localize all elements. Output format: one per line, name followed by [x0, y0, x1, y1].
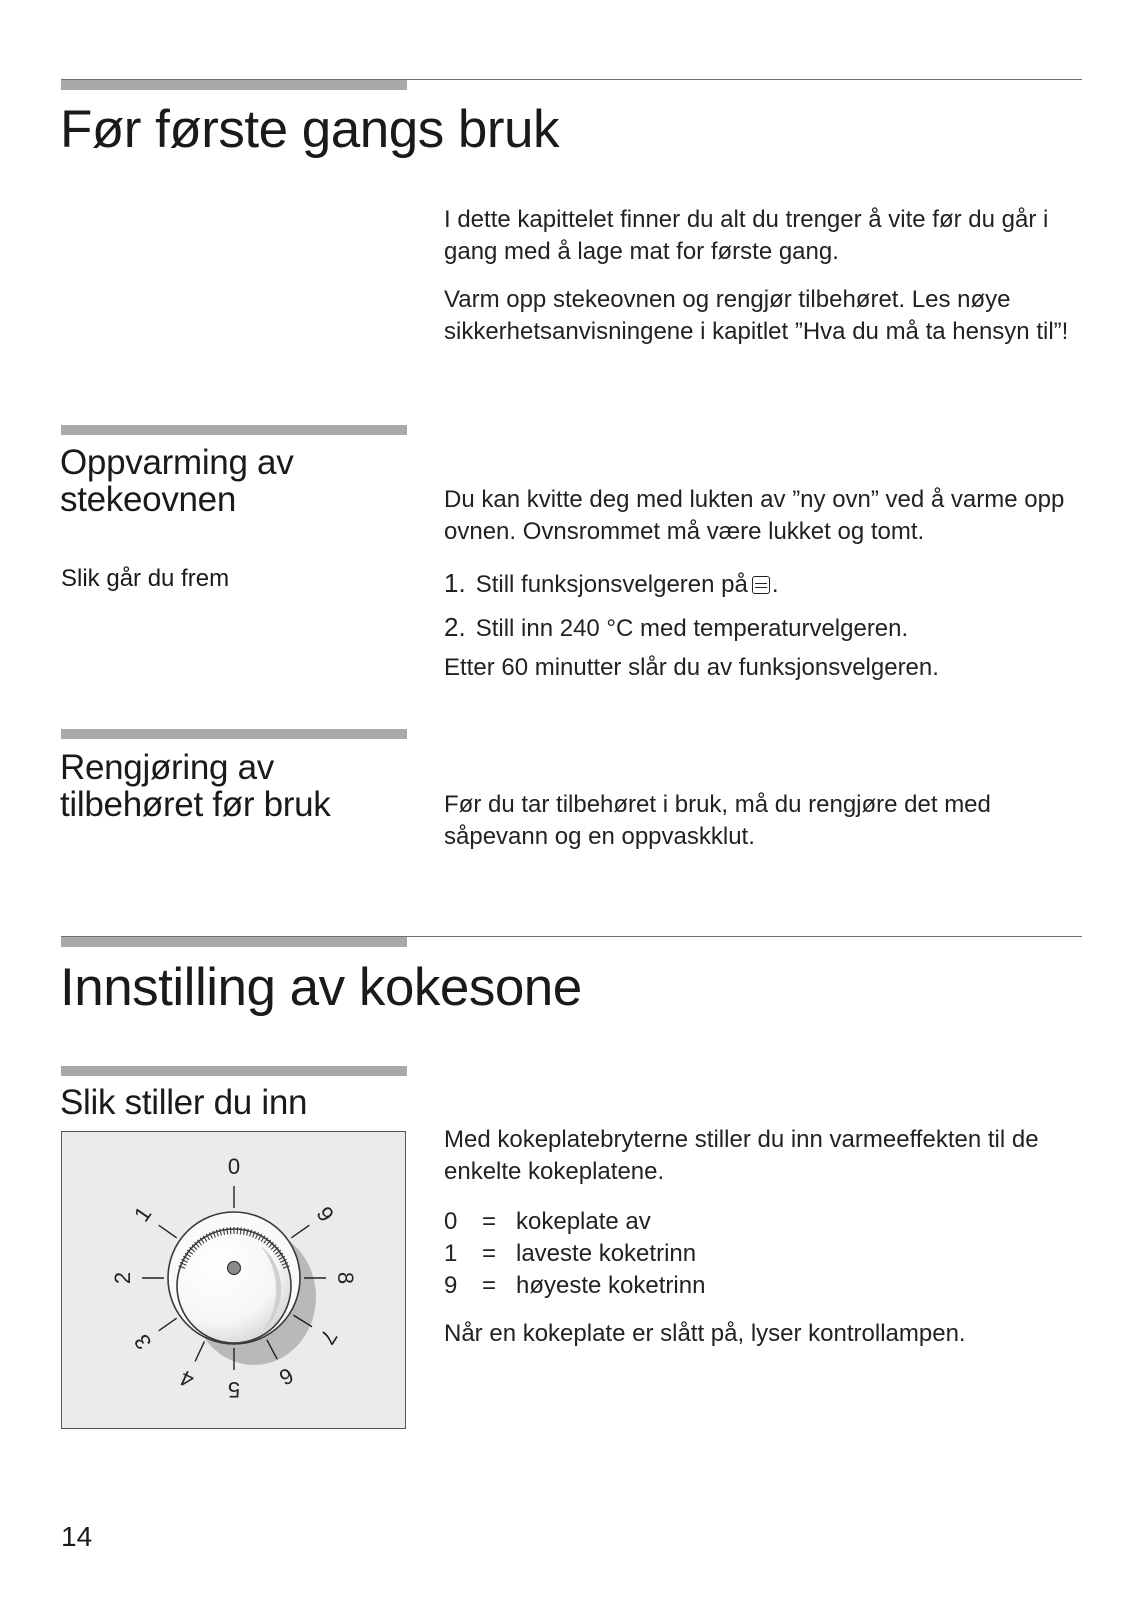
- step-number: 2.: [444, 612, 466, 642]
- subsection-heading: Slik stiller du inn: [60, 1083, 308, 1122]
- legend-key: 1: [444, 1240, 458, 1267]
- dial-label-4: 4: [176, 1365, 198, 1393]
- legend-desc: laveste koketrinn: [516, 1240, 697, 1267]
- legend-row: [444, 1271, 705, 1301]
- legend-desc: høyeste koketrinn: [516, 1272, 706, 1299]
- hob-dial-illustration: [62, 1132, 404, 1427]
- legend-eq: =: [482, 1208, 497, 1235]
- section-title: Innstilling av kokesone: [60, 958, 582, 1017]
- intro-paragraph: Varm opp stekeovnen og rengjør tilbehøret. Les nøye sikkerhetsanvisningene i kapitlet ”Hva du må ta hensyn til”!: [444, 286, 1069, 345]
- intro-paragraph: I dette kapittelet finner du alt du trenger å vite før du går i gang med å lage mat for første gang.: [444, 206, 1049, 265]
- procedure-label: Slik går du frem: [61, 565, 230, 592]
- subsection-bar: [61, 425, 407, 435]
- subsection-bar: [61, 1066, 407, 1076]
- legend-desc: kokeplate av: [516, 1208, 651, 1235]
- knob-indicator-dot: [228, 1262, 241, 1275]
- hob-text: Med kokeplatebryterne stiller du inn varmeeffekten til de enkelte kokeplatene.: [444, 1126, 1039, 1185]
- dial-leader-4: [195, 1341, 204, 1361]
- step-text-end: .: [771, 571, 779, 598]
- dial-label-1: 1: [128, 1201, 157, 1227]
- page-title: Før første gangs bruk: [60, 100, 560, 159]
- dial-label-2: 2: [110, 1271, 135, 1285]
- subsection-bar: [61, 729, 407, 739]
- legend-row: [444, 1239, 696, 1269]
- section-bar-top: [61, 80, 407, 90]
- dial-leader-9: [291, 1225, 309, 1238]
- heating-text: Du kan kvitte deg med lukten av ”ny ovn” ved å varme opp ovnen. Ovnsrommet må være lukket og tomt.: [444, 486, 1065, 545]
- step-number: 1.: [444, 568, 466, 598]
- dial-leader-1: [159, 1225, 177, 1238]
- indicator-note: Når en kokeplate er slått på, lyser kontrollampen.: [444, 1320, 966, 1347]
- subsection-heading: Rengjøring av tilbehøret før bruk: [60, 748, 331, 824]
- dial-label-7: 7: [314, 1325, 343, 1349]
- step-note: Etter 60 minutter slår du av funksjonsvelgeren.: [444, 654, 939, 681]
- step-1: [444, 568, 779, 600]
- step-text: Still inn 240 °C med temperaturvelgeren.: [475, 615, 909, 642]
- step-text: Still funksjonsvelgeren på: [475, 571, 748, 598]
- dial-label-6: 6: [275, 1362, 298, 1391]
- cleaning-text: Før du tar tilbehøret i bruk, må du rengjøre det med såpevann og en oppvaskklut.: [444, 791, 991, 850]
- dial-label-9: 9: [311, 1201, 340, 1227]
- dial-label-0: 0: [227, 1154, 241, 1179]
- dial-leader-3: [159, 1318, 177, 1331]
- legend-eq: =: [482, 1240, 497, 1267]
- top-bottom-heat-icon: [752, 576, 770, 594]
- legend-key: 9: [444, 1272, 458, 1299]
- subsection-heading: Oppvarming av stekeovnen: [60, 443, 294, 519]
- dial-label-8: 8: [333, 1271, 358, 1285]
- hob-dial-figure: [61, 1131, 406, 1429]
- legend-eq: =: [482, 1272, 497, 1299]
- step-2: [444, 612, 908, 644]
- intro-text: [444, 204, 1084, 348]
- dial-label-3: 3: [128, 1329, 157, 1355]
- dial-label-5: 5: [227, 1377, 241, 1402]
- page-number: 14: [61, 1521, 93, 1552]
- legend-key: 0: [444, 1208, 458, 1235]
- legend-row: [444, 1207, 651, 1237]
- section-bar-top: [61, 937, 407, 947]
